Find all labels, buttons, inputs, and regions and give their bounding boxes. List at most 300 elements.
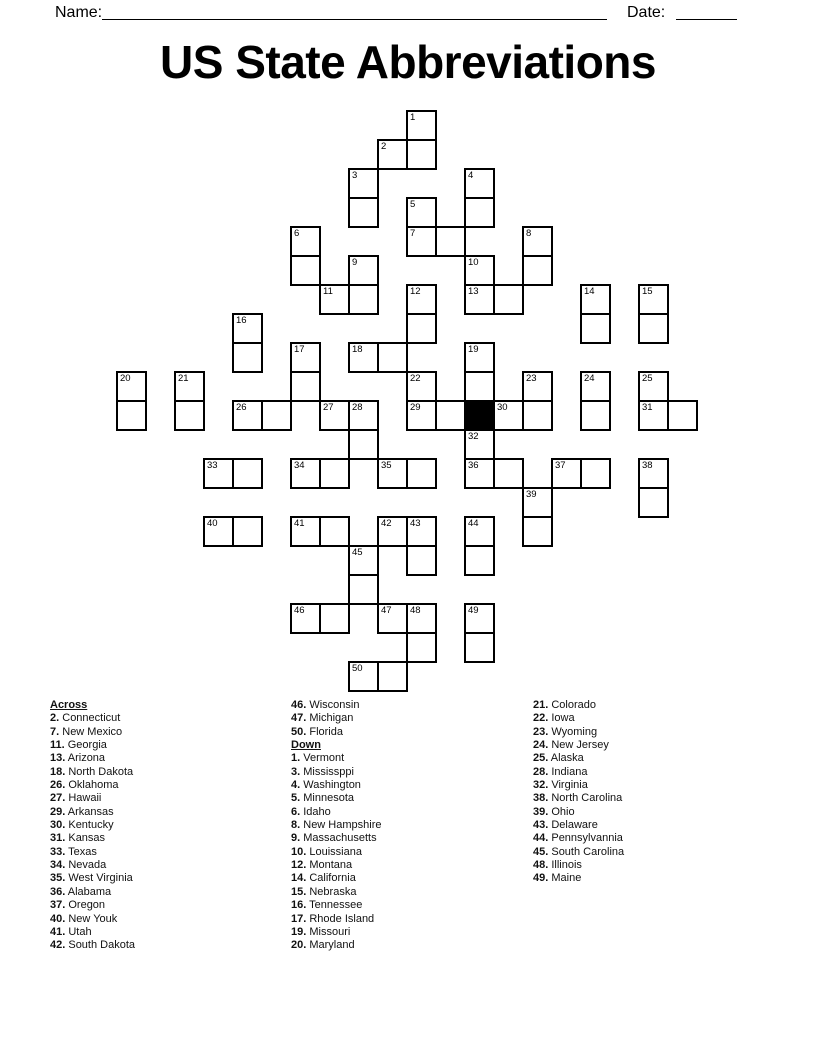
- clue-text: Tennessee: [306, 899, 363, 912]
- cell-number: 27: [323, 402, 334, 413]
- grid-cell[interactable]: [319, 516, 350, 547]
- cell-number: 48: [410, 605, 421, 616]
- cell-number: 30: [497, 402, 508, 413]
- clue-item: [291, 779, 526, 792]
- cell-number: 46: [294, 605, 305, 616]
- date-label: Date:: [627, 4, 666, 21]
- clue-item: [291, 926, 526, 939]
- clue-text: Louissiana: [306, 845, 362, 858]
- clue-item: [50, 739, 285, 752]
- grid-cell[interactable]: [203, 458, 234, 489]
- clue-number: 10.: [291, 845, 307, 858]
- clue-text: Kansas: [65, 832, 106, 845]
- clue-number: 31.: [50, 832, 66, 845]
- clue-number: 28.: [533, 765, 549, 778]
- clue-item: [50, 913, 285, 926]
- clue-text: Utah: [65, 925, 92, 938]
- cell-number: 47: [381, 605, 392, 616]
- clue-text: Arkansas: [65, 805, 114, 818]
- clue-text: New Hampshire: [300, 819, 382, 832]
- grid-cell[interactable]: [348, 342, 379, 373]
- cell-number: 35: [381, 460, 392, 471]
- grid-cell[interactable]: [290, 342, 321, 373]
- clue-text: Hawaii: [65, 792, 102, 805]
- clue-number: 11.: [50, 739, 65, 752]
- clue-item: [291, 752, 526, 765]
- clue-item: [50, 766, 285, 779]
- grid-cell[interactable]: [290, 603, 321, 634]
- cell-number: 49: [468, 605, 479, 616]
- clue-text: Wyoming: [548, 725, 598, 738]
- clue-number: 49.: [533, 872, 549, 885]
- clue-item: [50, 832, 285, 845]
- clue-text: Oklahoma: [65, 779, 119, 792]
- clue-text: Maryland: [306, 939, 355, 952]
- grid-cell[interactable]: [116, 371, 147, 402]
- clue-item: [533, 819, 768, 832]
- grid-cell[interactable]: [348, 197, 379, 228]
- cell-number: 40: [207, 518, 218, 529]
- clue-number: 35.: [50, 872, 66, 885]
- cell-number: 13: [468, 286, 479, 297]
- grid-cell[interactable]: [290, 516, 321, 547]
- clue-text: South Carolina: [548, 845, 625, 858]
- clue-item: [291, 939, 526, 952]
- cell-number: 43: [410, 518, 421, 529]
- grid-cell[interactable]: [319, 458, 350, 489]
- grid-cell[interactable]: [348, 574, 379, 605]
- clue-item: [533, 766, 768, 779]
- clue-item: [50, 899, 285, 912]
- clue-number: 16.: [291, 899, 307, 912]
- cell-number: 4: [468, 170, 474, 181]
- clue-item: [50, 726, 285, 739]
- cell-number: 19: [468, 344, 479, 355]
- grid-cell[interactable]: [464, 168, 495, 199]
- clue-item: [291, 712, 526, 725]
- clue-text: Indiana: [548, 765, 588, 778]
- clue-number: 41.: [50, 925, 66, 938]
- clue-number: 46.: [291, 699, 307, 711]
- cell-number: 42: [381, 518, 392, 529]
- grid-cell[interactable]: [116, 400, 147, 431]
- clue-number: 3.: [291, 765, 301, 778]
- clue-item: [50, 859, 285, 872]
- clue-number: 5.: [291, 792, 301, 805]
- grid-cell[interactable]: [232, 400, 263, 431]
- clue-number: 13.: [50, 752, 66, 765]
- crossword-grid: [116, 110, 700, 694]
- cell-number: 24: [584, 373, 595, 384]
- grid-cell[interactable]: [406, 458, 437, 489]
- clue-text: Wisconsin: [306, 699, 360, 711]
- grid-cell[interactable]: [522, 516, 553, 547]
- clue-item: [50, 846, 285, 859]
- grid-cell[interactable]: [406, 110, 437, 141]
- clue-item: [291, 726, 526, 739]
- cell-number: 17: [294, 344, 305, 355]
- clue-item: [50, 872, 285, 885]
- clue-item: [50, 926, 285, 939]
- clue-text: New Mexico: [59, 725, 123, 738]
- cell-number: 41: [294, 518, 305, 529]
- grid-cell[interactable]: [203, 516, 234, 547]
- cell-number: 23: [526, 373, 537, 384]
- grid-cell[interactable]: [406, 516, 437, 547]
- grid-cell[interactable]: [406, 632, 437, 663]
- clue-number: 14.: [291, 872, 307, 885]
- clue-item: [291, 699, 526, 712]
- clue-text: West Virginia: [65, 872, 133, 885]
- clue-number: 7.: [50, 725, 60, 738]
- cell-number: 7: [410, 228, 416, 239]
- clue-item: [291, 792, 526, 805]
- grid-cell[interactable]: [348, 284, 379, 315]
- clue-text: Idaho: [300, 805, 331, 818]
- clue-text: North Carolina: [548, 792, 623, 805]
- grid-cell[interactable]: [580, 313, 611, 344]
- clue-item: [533, 752, 768, 765]
- cell-number: 45: [352, 547, 363, 558]
- grid-cell[interactable]: [638, 458, 669, 489]
- cell-number: 9: [352, 257, 358, 268]
- clue-item: [291, 806, 526, 819]
- cell-number: 12: [410, 286, 421, 297]
- cell-number: 3: [352, 170, 358, 181]
- grid-cell[interactable]: [406, 400, 437, 431]
- clue-number: 29.: [50, 805, 66, 818]
- cell-number: 16: [236, 315, 247, 326]
- grid-cell[interactable]: [638, 313, 669, 344]
- grid-cell[interactable]: [493, 458, 524, 489]
- clue-item: [50, 712, 285, 725]
- clue-text: Pennsylvannia: [548, 832, 623, 845]
- clue-number: 21.: [533, 699, 549, 711]
- cell-number: 18: [352, 344, 363, 355]
- clue-number: 47.: [291, 712, 307, 725]
- grid-cell[interactable]: [348, 400, 379, 431]
- clue-number: 15.: [291, 885, 307, 898]
- grid-cell[interactable]: [435, 226, 466, 257]
- clue-text: Mississppi: [300, 765, 354, 778]
- grid-cell[interactable]: [522, 255, 553, 286]
- grid-cell[interactable]: [580, 458, 611, 489]
- clue-text: Ohio: [548, 805, 575, 818]
- cell-number: 29: [410, 402, 421, 413]
- clue-list-header: Down: [291, 739, 321, 752]
- clue-number: 25.: [533, 752, 549, 765]
- clue-number: 40.: [50, 912, 66, 925]
- clue-text: Texas: [65, 845, 97, 858]
- grid-cell[interactable]: [464, 458, 495, 489]
- clue-number: 32.: [533, 779, 549, 792]
- grid-cell[interactable]: [348, 255, 379, 286]
- clue-number: 33.: [50, 845, 66, 858]
- clue-item: [291, 913, 526, 926]
- clue-item: [533, 699, 768, 712]
- clue-number: 6.: [291, 805, 301, 818]
- clue-text: Delaware: [548, 819, 598, 832]
- clue-item: [533, 832, 768, 845]
- clue-number: 50.: [291, 725, 307, 738]
- grid-cell[interactable]: [377, 661, 408, 692]
- clue-item: [291, 766, 526, 779]
- grid-cell[interactable]: [261, 400, 292, 431]
- clue-number: 37.: [50, 899, 66, 912]
- clue-text: Alabama: [65, 885, 112, 898]
- name-label: Name:: [55, 4, 103, 21]
- grid-cell[interactable]: [493, 284, 524, 315]
- cell-number: 50: [352, 663, 363, 674]
- clue-number: 1.: [291, 752, 301, 765]
- clue-text: Iowa: [548, 712, 575, 725]
- clue-text: Georgia: [64, 739, 107, 752]
- grid-cell[interactable]: [377, 603, 408, 634]
- grid-cell[interactable]: [174, 400, 205, 431]
- grid-cell[interactable]: [464, 603, 495, 634]
- cell-number: 2: [381, 141, 387, 152]
- clue-number: 42.: [50, 939, 66, 952]
- clue-column-2: [291, 699, 526, 953]
- clue-text: Oregon: [65, 899, 106, 912]
- clue-text: Michigan: [306, 712, 354, 725]
- clue-item: [533, 872, 768, 885]
- grid-cell[interactable]: [638, 487, 669, 518]
- cell-number: 1: [410, 112, 416, 123]
- grid-cell[interactable]: [464, 342, 495, 373]
- clue-item: [533, 712, 768, 725]
- clue-number: 9.: [291, 832, 301, 845]
- clue-item: [50, 806, 285, 819]
- clue-item: [533, 726, 768, 739]
- clue-item: [533, 739, 768, 752]
- clue-item: [533, 792, 768, 805]
- clue-item: [291, 859, 526, 872]
- clue-text: Colorado: [548, 699, 596, 711]
- clue-text: Minnesota: [300, 792, 354, 805]
- cell-number: 32: [468, 431, 479, 442]
- clue-number: 38.: [533, 792, 549, 805]
- cell-number: 5: [410, 199, 416, 210]
- clue-item: [291, 846, 526, 859]
- page-title: US State Abbreviations: [160, 36, 656, 88]
- clue-item: [50, 792, 285, 805]
- cell-number: 39: [526, 489, 537, 500]
- clue-item: [533, 779, 768, 792]
- clue-text: Florida: [306, 725, 343, 738]
- clue-text: North Dakota: [65, 765, 134, 778]
- grid-cell[interactable]: [522, 400, 553, 431]
- clue-number: 12.: [291, 859, 307, 872]
- grid-cell[interactable]: [493, 400, 524, 431]
- clue-number: 48.: [533, 859, 549, 872]
- clue-text: Vermont: [300, 752, 345, 765]
- cell-number: 15: [642, 286, 653, 297]
- grid-cell[interactable]: [348, 661, 379, 692]
- name-input-line[interactable]: [102, 19, 607, 20]
- clue-item: [291, 872, 526, 885]
- cell-number: 22: [410, 373, 421, 384]
- clue-item: [291, 832, 526, 845]
- clue-number: 34.: [50, 859, 66, 872]
- clue-item: [533, 806, 768, 819]
- grid-cell[interactable]: [348, 545, 379, 576]
- cell-number: 21: [178, 373, 189, 384]
- cell-number: 38: [642, 460, 653, 471]
- clue-number: 17.: [291, 912, 307, 925]
- grid-cell[interactable]: [348, 168, 379, 199]
- grid-cell[interactable]: [290, 255, 321, 286]
- grid-cell[interactable]: [406, 371, 437, 402]
- grid-cell[interactable]: [290, 458, 321, 489]
- clue-text: Alaska: [548, 752, 584, 765]
- cell-number: 8: [526, 228, 532, 239]
- clue-item: [533, 859, 768, 872]
- cell-number: 28: [352, 402, 363, 413]
- grid-cell[interactable]: [638, 400, 669, 431]
- grid-cell[interactable]: [290, 371, 321, 402]
- grid-cell[interactable]: [232, 516, 263, 547]
- grid-cell[interactable]: [464, 284, 495, 315]
- cell-number: 25: [642, 373, 653, 384]
- grid-cell[interactable]: [522, 226, 553, 257]
- clue-item: [291, 899, 526, 912]
- grid-cell[interactable]: [522, 371, 553, 402]
- grid-cell[interactable]: [232, 458, 263, 489]
- cell-number: 37: [555, 460, 566, 471]
- cell-number: 31: [642, 402, 653, 413]
- clue-text: Missouri: [306, 925, 351, 938]
- clue-item: [533, 846, 768, 859]
- grid-cell[interactable]: [377, 342, 408, 373]
- cell-number: 11: [323, 286, 333, 297]
- clue-text: Washington: [300, 779, 361, 792]
- clue-item: [50, 886, 285, 899]
- clue-text: South Dakota: [65, 939, 136, 952]
- clue-text: Connecticut: [59, 712, 121, 725]
- cell-number: 34: [294, 460, 305, 471]
- clue-list-header: Across: [50, 699, 88, 711]
- grid-cell[interactable]: [638, 371, 669, 402]
- grid-cell[interactable]: [464, 371, 495, 402]
- clue-number: 22.: [533, 712, 549, 725]
- clue-text: Maine: [548, 872, 582, 885]
- clue-number: 30.: [50, 819, 66, 832]
- grid-cell[interactable]: [580, 400, 611, 431]
- clue-text: Nevada: [65, 859, 107, 872]
- grid-cell[interactable]: [319, 400, 350, 431]
- clue-item: [50, 779, 285, 792]
- clue-number: 20.: [291, 939, 307, 952]
- clue-text: Rhode Island: [306, 912, 375, 925]
- grid-cell[interactable]: [406, 545, 437, 576]
- grid-cell[interactable]: [464, 545, 495, 576]
- clue-number: 8.: [291, 819, 301, 832]
- clue-number: 2.: [50, 712, 60, 725]
- clue-item: [50, 819, 285, 832]
- grid-cell[interactable]: [406, 197, 437, 228]
- clue-text: Montana: [306, 859, 353, 872]
- clue-number: 24.: [533, 739, 549, 752]
- clue-number: 18.: [50, 765, 66, 778]
- clue-number: 44.: [533, 832, 549, 845]
- grid-cell[interactable]: [667, 400, 698, 431]
- grid-cell[interactable]: [319, 284, 350, 315]
- clue-column-1: [50, 699, 285, 953]
- grid-cell[interactable]: [377, 458, 408, 489]
- grid-cell[interactable]: [377, 516, 408, 547]
- cell-number: 36: [468, 460, 479, 471]
- grid-cell[interactable]: [464, 516, 495, 547]
- grid-cell[interactable]: [174, 371, 205, 402]
- grid-cell[interactable]: [522, 487, 553, 518]
- clue-number: 26.: [50, 779, 66, 792]
- clue-text: Illinois: [548, 859, 582, 872]
- grid-cell[interactable]: [464, 255, 495, 286]
- clue-text: Virginia: [548, 779, 588, 792]
- grid-cell[interactable]: [348, 429, 379, 460]
- grid-cell[interactable]: [580, 371, 611, 402]
- clue-text: Arizona: [65, 752, 106, 765]
- grid-cell[interactable]: [290, 226, 321, 257]
- grid-cell[interactable]: [406, 284, 437, 315]
- clue-text: New Youk: [65, 912, 118, 925]
- clue-item: [291, 819, 526, 832]
- clue-number: 27.: [50, 792, 66, 805]
- clue-number: 45.: [533, 845, 549, 858]
- grid-cell[interactable]: [232, 342, 263, 373]
- clue-text: New Jersey: [548, 739, 609, 752]
- clue-text: Kentucky: [65, 819, 114, 832]
- grid-cell[interactable]: [319, 603, 350, 634]
- grid-cell[interactable]: [406, 603, 437, 634]
- grid-cell[interactable]: [377, 139, 408, 170]
- clue-number: 19.: [291, 925, 307, 938]
- date-input-line[interactable]: [676, 19, 737, 20]
- clue-item: [291, 886, 526, 899]
- grid-cell[interactable]: [551, 458, 582, 489]
- grid-cell[interactable]: [406, 313, 437, 344]
- clue-text: California: [306, 872, 356, 885]
- clue-item: [50, 752, 285, 765]
- cell-number: 33: [207, 460, 218, 471]
- grid-cell[interactable]: [464, 632, 495, 663]
- clue-text: Nebraska: [306, 885, 357, 898]
- cell-number: 6: [294, 228, 300, 239]
- cell-number: 10: [468, 257, 479, 268]
- clue-text: Massachusetts: [300, 832, 377, 845]
- grid-cell[interactable]: [232, 313, 263, 344]
- grid-cell[interactable]: [638, 284, 669, 315]
- clue-column-3: [533, 699, 768, 886]
- clue-number: 39.: [533, 805, 549, 818]
- grid-cell[interactable]: [406, 226, 437, 257]
- cell-number: 26: [236, 402, 247, 413]
- grid-cell[interactable]: [464, 429, 495, 460]
- clue-item: [50, 939, 285, 952]
- grid-cell[interactable]: [580, 284, 611, 315]
- clue-number: 4.: [291, 779, 301, 792]
- cell-number: 14: [584, 286, 595, 297]
- clue-number: 23.: [533, 725, 549, 738]
- grid-cell[interactable]: [406, 139, 437, 170]
- grid-cell[interactable]: [435, 400, 466, 431]
- black-cell: [464, 400, 495, 431]
- grid-cell[interactable]: [464, 197, 495, 228]
- clue-number: 36.: [50, 885, 66, 898]
- clue-number: 43.: [533, 819, 549, 832]
- cell-number: 20: [120, 373, 131, 384]
